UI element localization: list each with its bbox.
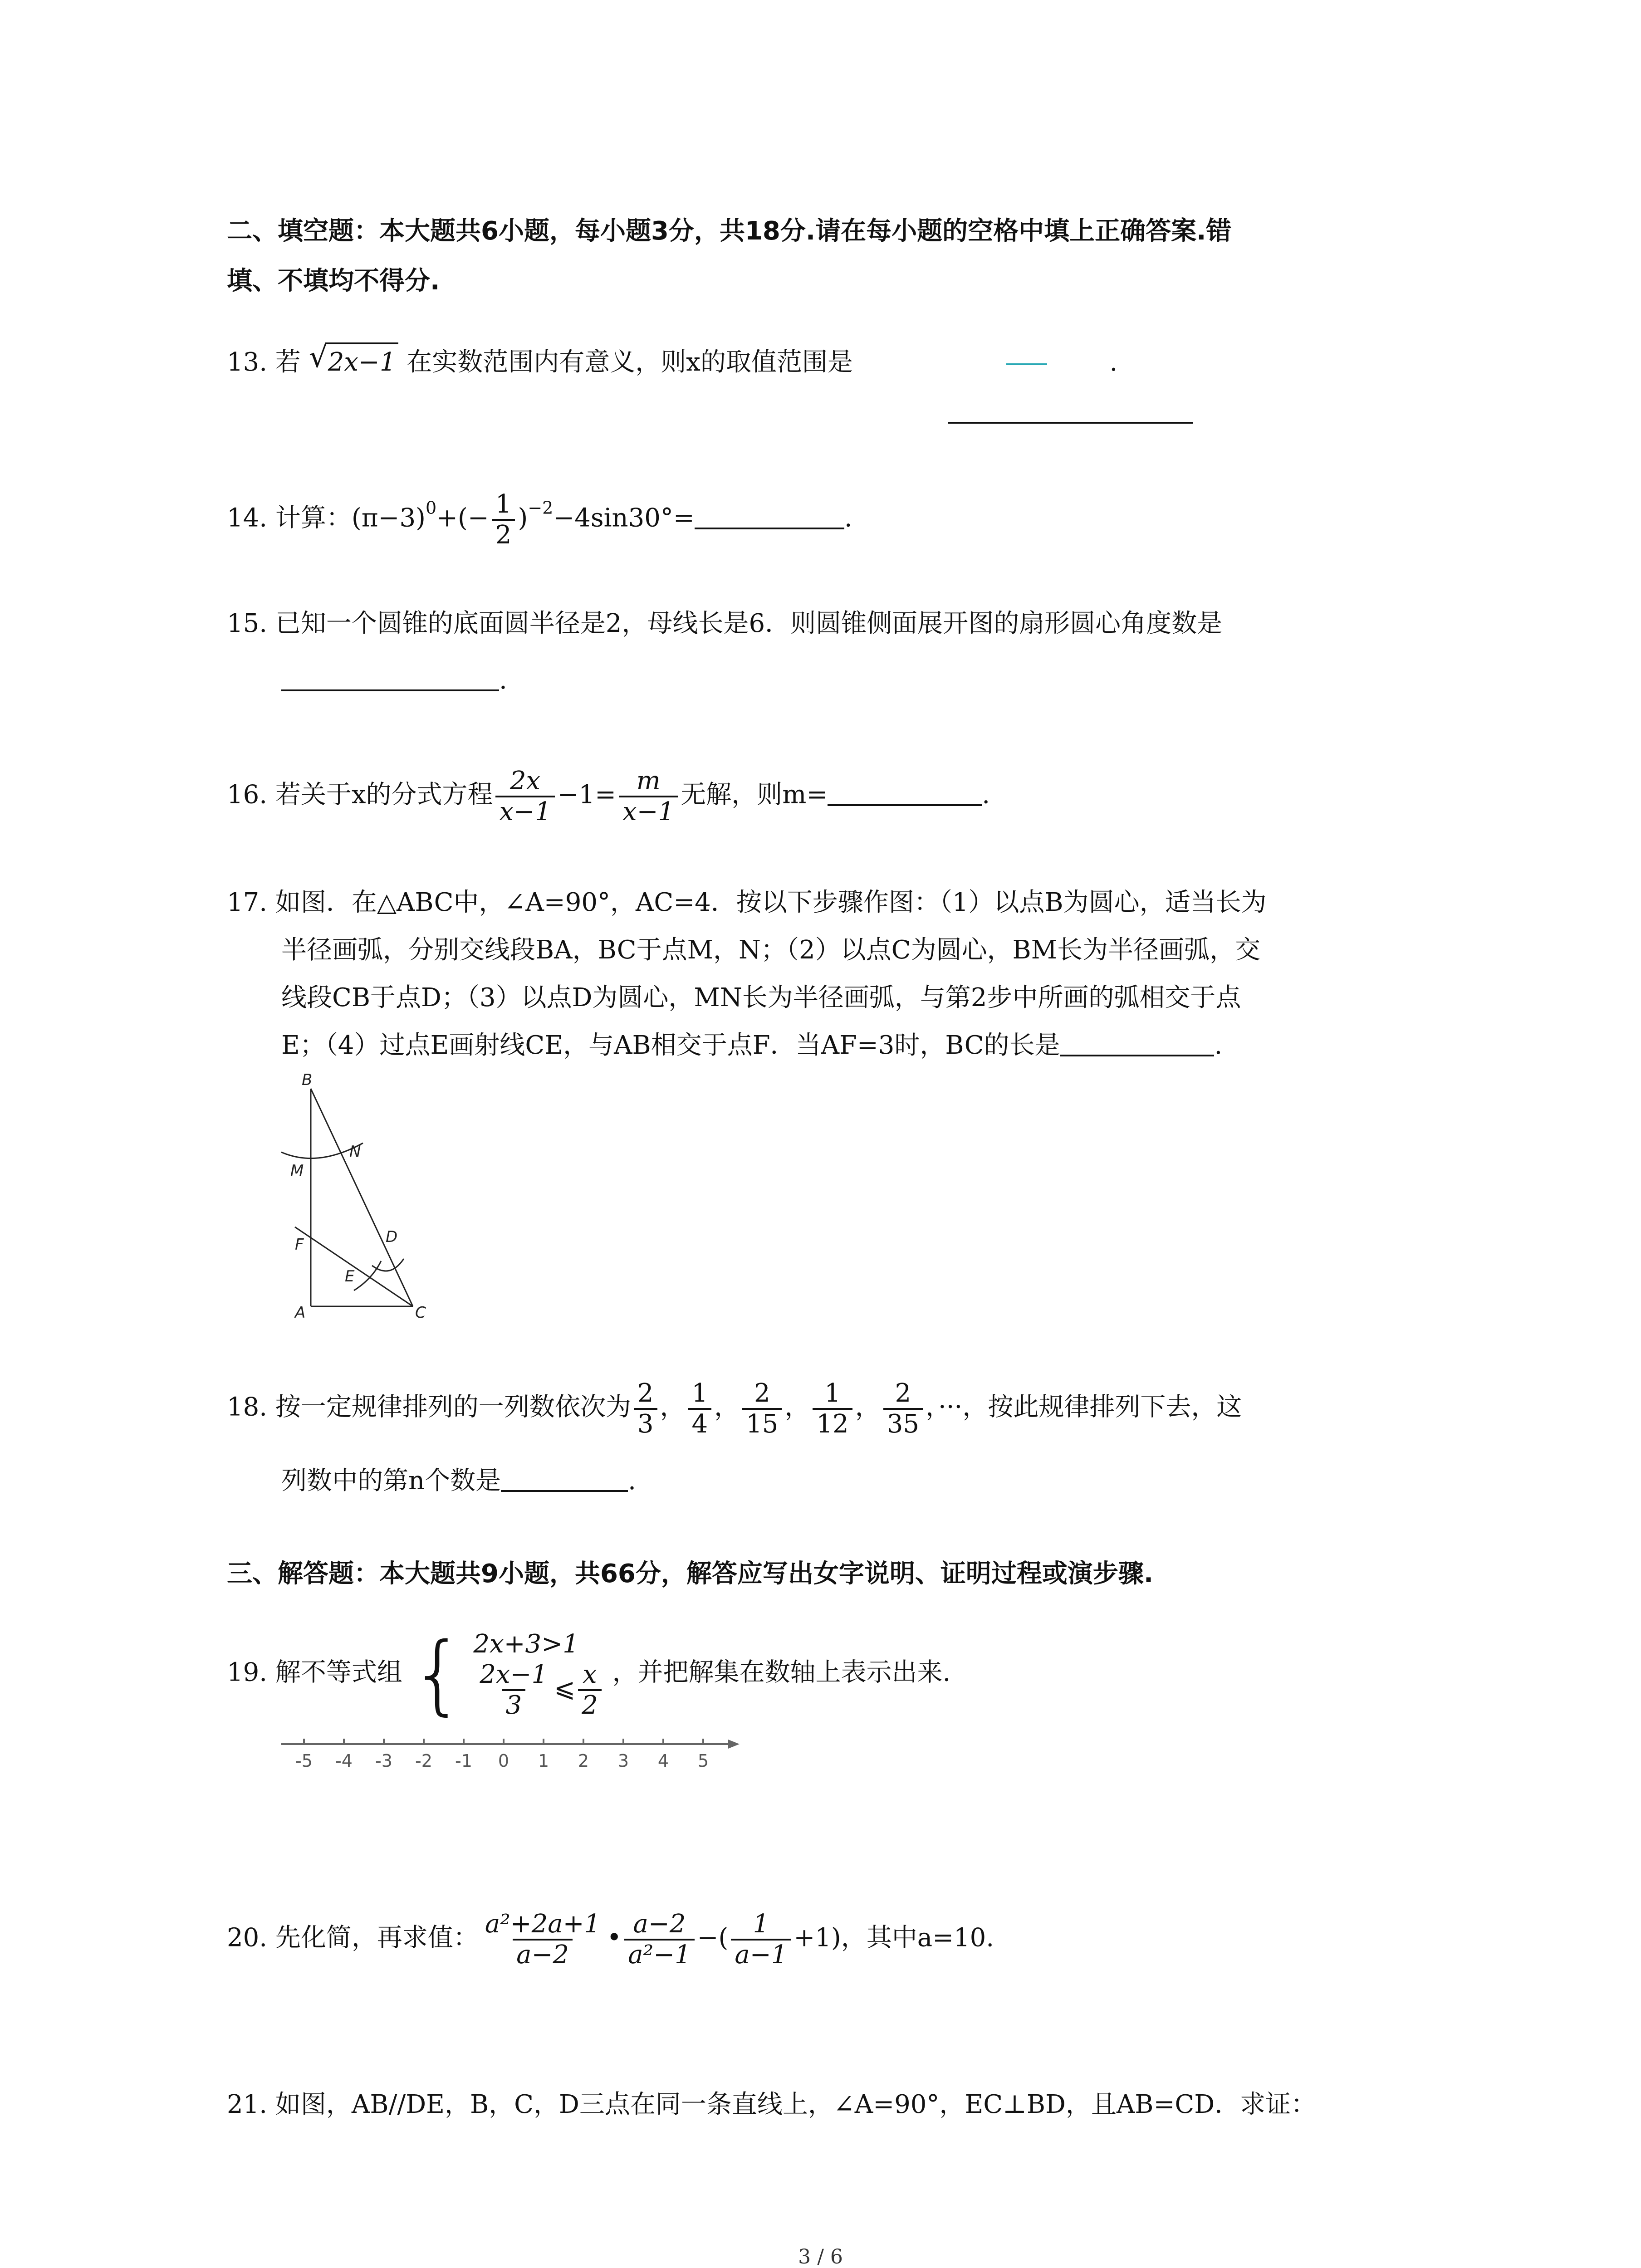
tick-label: 3 (617, 1751, 629, 1771)
teal-dash-mark (1006, 363, 1047, 365)
question-number: 18. (227, 1392, 268, 1422)
question-15: 15. 已知一个圆锥的底面圆半径是2，母线长是6．则圆锥侧面展开图的扇形圆心角度数是 (227, 609, 1223, 638)
fraction: $\frac{2x-1}{3}$ (480, 1660, 548, 1720)
fraction: $\frac{2}{3}$ (634, 1379, 657, 1439)
sqrt-expression: √ 2x−1 (309, 342, 399, 381)
label-m: M (290, 1162, 304, 1180)
section-heading: 二、填空题：本大题共6小题，每小题3分，共18分.请在每小题的空格中填上正确答案.错 (227, 216, 1232, 246)
fraction: $\frac{2}{35}$ (883, 1379, 923, 1439)
answer-blank-16[interactable] (828, 777, 982, 806)
question-15-cont: . (281, 662, 507, 699)
question-18: 18. 按一定规律排列的一列数依次为 $\frac{2}{3}$ ， $\frac{1}{4}$ ， $\frac{2}{15}$ ， $\frac{1}{12}$ ， $\frac{2}{35}$ ，···，按此规律排列下去，这 (227, 1378, 1242, 1439)
tick-label: 2 (578, 1751, 589, 1771)
number-line[interactable] (281, 1735, 744, 1776)
question-21: 21. 如图，AB//DE，B，C，D三点在同一条直线上，∠A=90°，EC⊥BD，且AB=CD．求证： (227, 2090, 1317, 2119)
tick-label: -5 (295, 1751, 313, 1771)
label-a: A (295, 1304, 306, 1322)
fraction: $\frac{x}{2}$ (578, 1660, 602, 1720)
label-d: D (386, 1228, 398, 1246)
fraction: $\frac{2x}{x-1}$ (495, 767, 554, 826)
label-b: B (302, 1071, 313, 1089)
side-bc (311, 1089, 413, 1306)
fraction: $\frac{2}{15}$ (742, 1379, 782, 1439)
inequality-system: 2x+3>1 $\frac{2x-1}{3}$ ⩽ $\frac{x}{2}$ (473, 1628, 604, 1720)
question-number: 16. (227, 780, 268, 810)
question-17-line3: 线段CB于点D；（3）以点D为圆心，MN长为半径画弧，与第2步中所画的弧相交于点 (281, 983, 1241, 1012)
tick-label: -2 (415, 1751, 432, 1771)
question-14: 14. 计算：$(\pi-3)^0+(-$ $\frac{1}{2}$ )$^{-2}$−4sin30°= . (227, 489, 852, 550)
question-number: 13. (227, 347, 268, 377)
question-18-line2: 列数中的第n个数是 . (281, 1463, 636, 1499)
tick-label: 0 (498, 1751, 509, 1771)
tick-label: 1 (538, 1751, 549, 1771)
question-number: 19. (227, 1657, 268, 1687)
question-13: 13. 若 √ 2x−1 在实数范围内有意义，则x的取值范围是 . (227, 342, 1117, 381)
question-17-line2: 半径画弧，分别交线段BA，BC于点M，N；（2）以点C为圆心，BM长为半径画弧，交 (281, 935, 1260, 965)
tick-label: -4 (335, 1751, 353, 1771)
section-heading-cont: 填、不填均不得分. (227, 266, 440, 296)
fraction: $\frac{\text{a²+2a+1}}{a-2}$ (485, 1909, 601, 1970)
question-number: 20. (227, 1923, 268, 1953)
answer-blank-17[interactable] (1060, 1027, 1214, 1056)
fraction: $\frac{1}{4}$ (688, 1379, 712, 1439)
tick-label: 4 (657, 1751, 669, 1771)
fraction: $\frac{1}{2}$ (492, 490, 515, 550)
label-e: E (345, 1267, 355, 1286)
fraction: $\frac{1}{12}$ (813, 1379, 852, 1439)
fraction: $\frac{1}{a-1}$ (731, 1910, 791, 1970)
question-number: 15. (227, 609, 268, 638)
fraction: $\frac{a-2}{\text{a²−1}}$ (624, 1910, 694, 1970)
answer-blank-14[interactable] (695, 500, 844, 529)
answer-blank-18[interactable] (501, 1463, 628, 1492)
label-f: F (295, 1236, 304, 1254)
tick-label: 5 (697, 1751, 709, 1771)
label-n: N (349, 1143, 361, 1161)
question-16: 16. 若关于x的分式方程 $\frac{2x}{x-1}$ −1= $\frac{m}{x-1}$ 无解，则m= . (227, 766, 990, 826)
fraction: $\frac{m}{x-1}$ (619, 767, 678, 826)
question-number: 17. (227, 888, 268, 917)
answer-blank-13[interactable] (948, 422, 1193, 424)
page-number: 3 / 6 (798, 2245, 843, 2268)
answer-blank-15[interactable] (281, 662, 499, 691)
tick-label: -1 (455, 1751, 472, 1771)
brace-symbol: { (410, 1624, 465, 1724)
question-19: 19. 解不等式组 { 2x+3>1 $\frac{2x-1}{3}$ ⩽ $\frac{x}{2}$ ，并把解集在数轴上表示出来. (227, 1624, 951, 1724)
question-20: 20. 先化简，再求值： $\frac{\text{a²+2a+1}}{a-2}$ • $\frac{a-2}{\text{a²−1}}$ −( $\frac{1}{a-1}$ +1)，其中a=10. (227, 1909, 994, 1970)
label-c: C (415, 1304, 426, 1322)
section-heading: 三、解答题：本大题共9小题，共66分，解答应写出女字说明、证明过程或演步骤. (227, 1559, 1154, 1589)
tick-label: -3 (375, 1751, 392, 1771)
question-17-line4: E；（4）过点E画射线CE，与AB相交于点F．当AF=3时，BC的长是 . (281, 1027, 1222, 1064)
question-number: 21. (227, 2090, 268, 2119)
triangle-figure (281, 1070, 445, 1334)
question-number: 14. (227, 503, 268, 533)
arrow-head-icon (728, 1740, 740, 1749)
question-17: 17. 如图．在△ABC中，∠A=90°，AC=4．按以下步骤作图：（1）以点B为圆心，适当长为 (227, 888, 1267, 917)
